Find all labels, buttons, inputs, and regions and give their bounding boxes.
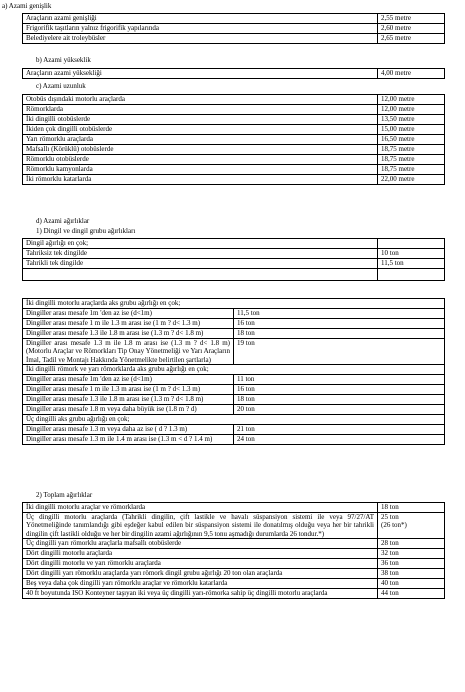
table-cell: 2,65 metre bbox=[378, 34, 445, 44]
table-row bbox=[23, 329, 445, 339]
table-cell: 19 ton bbox=[234, 339, 445, 365]
table-cell: İki römorklu katarlarda bbox=[23, 175, 378, 185]
table-cell: Beş veya daha çok dingilli yarı römorklu araçlar ve römorklu katarlarda bbox=[23, 578, 378, 588]
table-cell: Belediyelere ait troleybüsler bbox=[23, 34, 378, 44]
width-table bbox=[22, 13, 445, 44]
table-cell: 2,55 metre bbox=[378, 14, 445, 24]
value-text: 25 ton bbox=[381, 513, 399, 521]
table-cell: 38 ton bbox=[378, 568, 445, 578]
section-b-heading: b) Azami yükseklik bbox=[36, 56, 91, 64]
table-cell: Dingiller arası mesafe 1.3 m ile 1.8 m arası ise (1.3 m ? d< 1.8 m) (Motorlu Araçlar ve Römorkları Tip Onay Yönetmeliği ve Yarı Araçların İmal, Tadil ve Montajı Hakkında Yönetmelikte belirtilen şartlarla) bbox=[23, 339, 234, 365]
total-weight-table bbox=[22, 502, 445, 599]
table-cell: İki dingilli römork ve yarı römorklarda aks grubu ağırlığı en çok; bbox=[23, 364, 445, 374]
table-row bbox=[23, 558, 445, 568]
axle-table-1 bbox=[22, 238, 445, 281]
table-cell: Dingiller arası mesafe 1.3 m veya daha az ise ( d ? 1.3 m) bbox=[23, 424, 234, 434]
table-row bbox=[23, 239, 445, 249]
height-table bbox=[22, 68, 445, 79]
table-cell: 4,00 metre bbox=[378, 69, 445, 79]
table-cell: Dingil ağırlığı en çok; bbox=[23, 239, 378, 249]
table-cell: 22,00 metre bbox=[378, 175, 445, 185]
section-a-heading: a) Azami genişlik bbox=[2, 2, 52, 10]
section-c-heading: c) Azami uzunluk bbox=[36, 82, 86, 90]
table-row bbox=[23, 125, 445, 135]
table-row bbox=[23, 339, 445, 365]
table-cell: 44 ton bbox=[378, 588, 445, 598]
table-cell: 24 ton bbox=[234, 434, 445, 444]
table-cell: 18 ton bbox=[234, 394, 445, 404]
table-cell: 16 ton bbox=[234, 319, 445, 329]
table-cell: Tahriksiz tek dingilde bbox=[23, 249, 378, 259]
table-cell: 32 ton bbox=[378, 548, 445, 558]
table-row bbox=[23, 69, 445, 79]
table-cell: Dingiller arası mesafe 1.3 m ile 1.4 m arası ise (1.3 m < d ? 1.4 m) bbox=[23, 434, 234, 444]
table-cell: 18,75 metre bbox=[378, 165, 445, 175]
table-cell: 21 ton bbox=[234, 424, 445, 434]
table-row bbox=[23, 513, 445, 539]
table-row bbox=[23, 588, 445, 598]
table-row bbox=[23, 404, 445, 414]
table-cell: Araçların azami yüksekliği bbox=[23, 69, 378, 79]
table-cell: Üç dingilli aks grubu ağırlığı en çok; bbox=[23, 414, 445, 424]
table-cell: Dingiller arası mesafe 1.8 m veya daha büyük ise (1.8 m ? d) bbox=[23, 404, 234, 414]
table-row bbox=[23, 115, 445, 125]
table-cell bbox=[378, 513, 445, 539]
section-d2-heading: 2) Toplam ağırlıklar bbox=[36, 491, 93, 499]
table-cell: 12,00 metre bbox=[378, 95, 445, 105]
table-row bbox=[23, 503, 445, 513]
table-cell: 11 ton bbox=[234, 374, 445, 384]
table-cell: 11,5 ton bbox=[378, 259, 445, 269]
table-row bbox=[23, 259, 445, 269]
table-row bbox=[23, 384, 445, 394]
table-row bbox=[23, 269, 445, 281]
table-cell: 2,60 metre bbox=[378, 24, 445, 34]
table-row bbox=[23, 95, 445, 105]
table-cell: İki dingilli motorlu araçlarda aks grubu ağırlığı en çok; bbox=[23, 299, 445, 309]
table-row bbox=[23, 14, 445, 24]
table-row bbox=[23, 319, 445, 329]
table-cell: Mafsallı (Körüklü) otobüslerde bbox=[23, 145, 378, 155]
table-cell: Römorklarda bbox=[23, 105, 378, 115]
table-cell: Dört dingilli motorlu araçlarda bbox=[23, 548, 378, 558]
table-row bbox=[23, 249, 445, 259]
table-row bbox=[23, 374, 445, 384]
table-cell bbox=[23, 269, 378, 281]
table-cell: Dingiller arası mesafe 1 m ile 1.3 m arası ise (1 m ? d< 1.3 m) bbox=[23, 384, 234, 394]
table-cell bbox=[378, 269, 445, 281]
table-cell: Dingiller arası mesafe 1m 'den az ise (d<1m) bbox=[23, 309, 234, 319]
table-cell: Üç dingilli yarı römorklu araçlarla mafsallı otobüslerde bbox=[23, 538, 378, 548]
table-row bbox=[23, 424, 445, 434]
table-row bbox=[23, 105, 445, 115]
table-cell: 18 ton bbox=[234, 329, 445, 339]
table-cell: 10 ton bbox=[378, 249, 445, 259]
table-row bbox=[23, 568, 445, 578]
table-cell: 16,50 metre bbox=[378, 135, 445, 145]
table-cell: Römorklu otobüslerde bbox=[23, 155, 378, 165]
table-cell: Araçların azami genişliği bbox=[23, 14, 378, 24]
table-row bbox=[23, 538, 445, 548]
table-row bbox=[23, 434, 445, 444]
table-cell: Tahrikli tek dingilde bbox=[23, 259, 378, 269]
table-cell: Dört dingilli yarı römorklu araçlarda yarı römork dingil grubu ağırlığı 20 ton olan araçlarda bbox=[23, 568, 378, 578]
table-row bbox=[23, 364, 445, 374]
table-row bbox=[23, 309, 445, 319]
table-cell: 13,50 metre bbox=[378, 115, 445, 125]
table-row bbox=[23, 155, 445, 165]
table-cell: İkiden çok dingilli otobüslerde bbox=[23, 125, 378, 135]
table-cell: Frigorifik taşıtların yalnız frigorifik yapılarında bbox=[23, 24, 378, 34]
length-table bbox=[22, 94, 445, 185]
table-cell: 15,00 metre bbox=[378, 125, 445, 135]
table-cell: Dingiller arası mesafe 1m 'den az ise (d<1m) bbox=[23, 374, 234, 384]
table-cell bbox=[378, 239, 445, 249]
table-cell: Üç dingilli motorlu araçlarda (Tahrikli dingilin, çift lastikle ve havalı süspansiyon sistemi ile veya 97/27/AT Yönetmeliğinde tanımlandığı gibi eşdeğer kabul edilen bir süspansiyon sistemi ile donatılmış olduğu veya her bir tahrikli dingilin çift lastikli olduğu ve her bir dingilin azami ağırlığının 9,5 tonu aşmadığı durumlarda 26 tondur.*) bbox=[23, 513, 378, 539]
table-cell: 12,00 metre bbox=[378, 105, 445, 115]
table-cell: 16 ton bbox=[234, 384, 445, 394]
value-note: (26 ton*) bbox=[381, 521, 407, 530]
table-row bbox=[23, 175, 445, 185]
table-row bbox=[23, 548, 445, 558]
table-cell: Dingiller arası mesafe 1.3 ile 1.8 m arası ise (1.3 m ? d< 1.8 m) bbox=[23, 329, 234, 339]
table-row bbox=[23, 135, 445, 145]
table-row bbox=[23, 165, 445, 175]
table-cell: 36 ton bbox=[378, 558, 445, 568]
table-row bbox=[23, 145, 445, 155]
table-cell: Römorklu kamyonlarda bbox=[23, 165, 378, 175]
table-cell: 40 ton bbox=[378, 578, 445, 588]
table-cell: Dört dingilli motorlu ve yarı römorklu araçlarda bbox=[23, 558, 378, 568]
table-row bbox=[23, 24, 445, 34]
section-d1-heading: 1) Dingil ve dingil grubu ağırlıkları bbox=[36, 227, 136, 235]
axle-group-table bbox=[22, 298, 445, 445]
table-cell: 18,75 metre bbox=[378, 155, 445, 165]
table-row bbox=[23, 578, 445, 588]
table-cell: Yarı römorklu araçlarda bbox=[23, 135, 378, 145]
table-row bbox=[23, 299, 445, 309]
table-cell: 40 ft boyutunda ISO Konteyner taşıyan iki veya üç dingilli yarı-römorka sahip üç dingilli motorlu araçlarda bbox=[23, 588, 378, 598]
table-cell: Dingiller arası mesafe 1.3 ile 1.8 m arası ise (1.3 m ? d< 1.8 m) bbox=[23, 394, 234, 404]
table-cell: Dingiller arası mesafe 1 m ile 1.3 m arası ise (1 m ? d< 1.3 m) bbox=[23, 319, 234, 329]
table-cell: 20 ton bbox=[234, 404, 445, 414]
table-row bbox=[23, 414, 445, 424]
table-cell: 28 ton bbox=[378, 538, 445, 548]
table-cell: Otobüs dışındaki motorlu araçlarda bbox=[23, 95, 378, 105]
table-row bbox=[23, 394, 445, 404]
table-cell: İki dingilli motorlu araçlar ve römorklarda bbox=[23, 503, 378, 513]
table-cell: 18 ton bbox=[378, 503, 445, 513]
table-cell: İki dingilli otobüslerde bbox=[23, 115, 378, 125]
section-d-heading: d) Azami ağırlıklar bbox=[36, 217, 90, 225]
table-row bbox=[23, 34, 445, 44]
table-cell: 18,75 metre bbox=[378, 145, 445, 155]
table-cell: 11,5 ton bbox=[234, 309, 445, 319]
